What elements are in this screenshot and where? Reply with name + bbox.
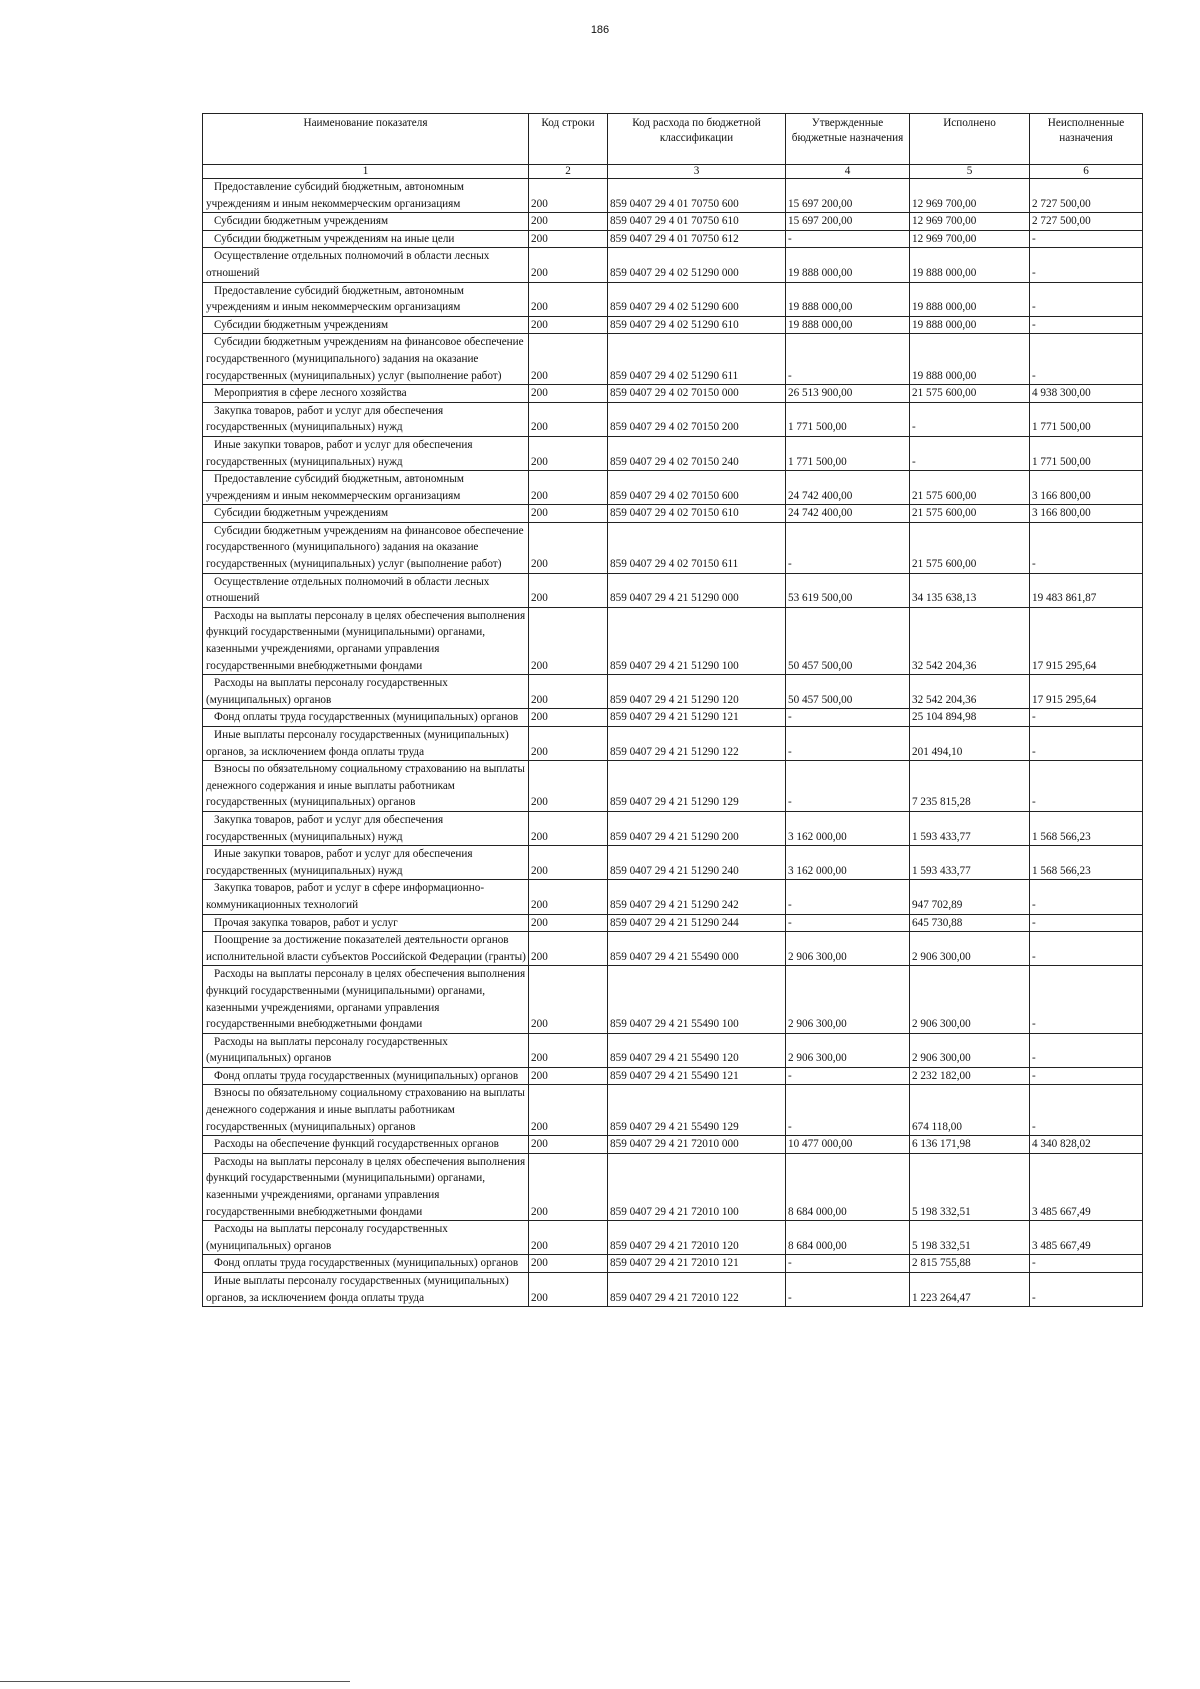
unexecuted-amount: 4 938 300,00 [1030, 385, 1143, 403]
unexecuted-amount: 17 915 295,64 [1030, 607, 1143, 674]
executed-amount: 19 888 000,00 [910, 282, 1030, 316]
budget-code: 859 0407 29 4 21 51290 240 [608, 846, 786, 880]
row-name-text: Прочая закупка товаров, работ и услуг [214, 916, 398, 929]
executed-amount: 21 575 600,00 [910, 471, 1030, 505]
row-code: 200 [529, 505, 608, 523]
unexecuted-amount: - [1030, 230, 1143, 248]
approved-amount: - [786, 522, 910, 573]
row-name [203, 316, 529, 334]
budget-execution-table [202, 113, 1143, 1307]
approved-amount: 3 162 000,00 [786, 811, 910, 845]
table-row [203, 675, 1143, 709]
approved-amount: 2 906 300,00 [786, 1033, 910, 1067]
executed-amount: 32 542 204,36 [910, 675, 1030, 709]
executed-amount: 2 906 300,00 [910, 1033, 1030, 1067]
approved-amount: - [786, 1273, 910, 1307]
budget-code: 859 0407 29 4 02 70150 610 [608, 505, 786, 523]
row-code: 200 [529, 316, 608, 334]
column-number: 3 [608, 165, 786, 179]
approved-amount: 19 888 000,00 [786, 282, 910, 316]
budget-code: 859 0407 29 4 21 51290 121 [608, 709, 786, 727]
table-row [203, 727, 1143, 761]
column-header-row-code: Код строки [529, 114, 608, 165]
table-row [203, 282, 1143, 316]
budget-code: 859 0407 29 4 21 51290 244 [608, 914, 786, 932]
row-name [203, 1255, 529, 1273]
unexecuted-amount: - [1030, 727, 1143, 761]
row-name-text: Взносы по обязательному социальному страхованию на выплаты денежного содержания и иные выплаты работникам государственных (муниципальных) органов [206, 1087, 525, 1133]
unexecuted-amount: 19 483 861,87 [1030, 573, 1143, 607]
approved-amount: - [786, 334, 910, 385]
row-code: 200 [529, 402, 608, 436]
approved-amount: - [786, 709, 910, 727]
row-name-text: Субсидии бюджетным учреждениям на финансовое обеспечение государственного (муниципального) задания на оказание государственных (муниципальных) услуг (выполнение работ) [206, 524, 524, 571]
approved-amount: - [786, 880, 910, 914]
executed-amount: 21 575 600,00 [910, 522, 1030, 573]
approved-amount: - [786, 914, 910, 932]
executed-amount: 19 888 000,00 [910, 334, 1030, 385]
executed-amount: 2 232 182,00 [910, 1067, 1030, 1085]
budget-code: 859 0407 29 4 21 55490 121 [608, 1067, 786, 1085]
unexecuted-amount: 2 727 500,00 [1030, 179, 1143, 213]
column-header-unexecuted: Неисполненные назначения [1030, 114, 1143, 165]
column-header-name: Наименование показателя [203, 114, 529, 165]
row-name [203, 1033, 529, 1067]
approved-amount: 10 477 000,00 [786, 1136, 910, 1154]
approved-amount: 8 684 000,00 [786, 1221, 910, 1255]
executed-amount: 34 135 638,13 [910, 573, 1030, 607]
row-code: 200 [529, 880, 608, 914]
budget-code: 859 0407 29 4 21 51290 242 [608, 880, 786, 914]
approved-amount: 19 888 000,00 [786, 316, 910, 334]
row-code: 200 [529, 709, 608, 727]
row-name [203, 1136, 529, 1154]
budget-code: 859 0407 29 4 21 51290 100 [608, 607, 786, 674]
table-row [203, 932, 1143, 966]
row-name-text: Закупка товаров, работ и услуг для обеспечения государственных (муниципальных) нужд [206, 404, 444, 434]
table-row [203, 316, 1143, 334]
budget-code: 859 0407 29 4 21 51290 122 [608, 727, 786, 761]
executed-amount: 1 593 433,77 [910, 811, 1030, 845]
column-number: 6 [1030, 165, 1143, 179]
executed-amount: 2 815 755,88 [910, 1255, 1030, 1273]
approved-amount: 24 742 400,00 [786, 505, 910, 523]
executed-amount: 674 118,00 [910, 1085, 1030, 1136]
approved-amount: - [786, 1085, 910, 1136]
unexecuted-amount: 4 340 828,02 [1030, 1136, 1143, 1154]
approved-amount: 2 906 300,00 [786, 932, 910, 966]
table-row [203, 811, 1143, 845]
table-row [203, 179, 1143, 213]
unexecuted-amount: - [1030, 1255, 1143, 1273]
row-name [203, 1273, 529, 1307]
row-name [203, 522, 529, 573]
executed-amount: 6 136 171,98 [910, 1136, 1030, 1154]
unexecuted-amount: - [1030, 880, 1143, 914]
table-header-row [203, 114, 1143, 165]
executed-amount: 21 575 600,00 [910, 385, 1030, 403]
unexecuted-amount: - [1030, 316, 1143, 334]
executed-amount: - [910, 402, 1030, 436]
row-name-text: Иные закупки товаров, работ и услуг для обеспечения государственных (муниципальных) нужд [206, 848, 473, 877]
budget-code: 859 0407 29 4 21 55490 129 [608, 1085, 786, 1136]
row-name-text: Поощрение за достижение показателей деятельности органов исполнительной власти субъектов Российской Федерации (гранты) [206, 934, 526, 963]
row-name-text: Закупка товаров, работ и услуг для обеспечения государственных (муниципальных) нужд [206, 813, 444, 843]
row-code: 200 [529, 607, 608, 674]
row-name [203, 1067, 529, 1085]
table-row [203, 522, 1143, 573]
executed-amount: 2 906 300,00 [910, 932, 1030, 966]
row-name-text: Осуществление отдельных полномочий в области лесных отношений [206, 575, 490, 605]
unexecuted-amount: - [1030, 761, 1143, 812]
unexecuted-amount: 3 166 800,00 [1030, 505, 1143, 523]
table-row [203, 334, 1143, 385]
row-name [203, 402, 529, 436]
unexecuted-amount: 2 727 500,00 [1030, 213, 1143, 231]
row-name [203, 880, 529, 914]
budget-code: 859 0407 29 4 21 55490 000 [608, 932, 786, 966]
unexecuted-amount: 17 915 295,64 [1030, 675, 1143, 709]
executed-amount: 12 969 700,00 [910, 213, 1030, 231]
row-name-text: Фонд оплаты труда государственных (муниципальных) органов [214, 1257, 519, 1270]
approved-amount: - [786, 230, 910, 248]
row-name-text: Расходы на обеспечение функций государственных органов [214, 1138, 499, 1151]
budget-code: 859 0407 29 4 01 70750 612 [608, 230, 786, 248]
column-number-row [203, 165, 1143, 179]
row-name-text: Фонд оплаты труда государственных (муниципальных) органов [214, 711, 519, 724]
table-row [203, 1085, 1143, 1136]
executed-amount: 1 223 264,47 [910, 1273, 1030, 1307]
executed-amount: 2 906 300,00 [910, 966, 1030, 1033]
unexecuted-amount: - [1030, 932, 1143, 966]
row-name-text: Расходы на выплаты персоналу в целях обеспечения выполнения функций государственными (муниципальными) органами, казенными учреждениями, органами управления государственными внебюджетными фондами [206, 1155, 526, 1218]
row-name [203, 1221, 529, 1255]
column-number: 1 [203, 165, 529, 179]
executed-amount: 645 730,88 [910, 914, 1030, 932]
approved-amount: 53 619 500,00 [786, 573, 910, 607]
table-row [203, 880, 1143, 914]
table-row [203, 402, 1143, 436]
row-code: 200 [529, 914, 608, 932]
row-name [203, 846, 529, 880]
row-code: 200 [529, 727, 608, 761]
budget-code: 859 0407 29 4 21 72010 100 [608, 1153, 786, 1220]
budget-code: 859 0407 29 4 21 51290 129 [608, 761, 786, 812]
unexecuted-amount: - [1030, 709, 1143, 727]
row-name-text: Субсидии бюджетным учреждениям на иные цели [214, 232, 455, 245]
approved-amount: 50 457 500,00 [786, 607, 910, 674]
row-name-text: Расходы на выплаты персоналу в целях обеспечения выполнения функций государственными (муниципальными) органами, казенными учреждениями, органами управления государственными внебюджетными фондами [206, 968, 526, 1031]
approved-amount: - [786, 727, 910, 761]
executed-amount: 19 888 000,00 [910, 316, 1030, 334]
executed-amount: 21 575 600,00 [910, 505, 1030, 523]
column-header-executed: Исполнено [910, 114, 1030, 165]
table-body [203, 179, 1143, 1307]
budget-code: 859 0407 29 4 21 51290 120 [608, 675, 786, 709]
column-number: 5 [910, 165, 1030, 179]
row-name-text: Закупка товаров, работ и услуг в сфере информационно-коммуникационных технологий [206, 882, 485, 911]
approved-amount: 1 771 500,00 [786, 402, 910, 436]
row-name-text: Субсидии бюджетным учреждениям на финансовое обеспечение государственного (муниципального) задания на оказание государственных (муниципальных) услуг (выполнение работ) [206, 336, 524, 382]
row-code: 200 [529, 385, 608, 403]
budget-code: 859 0407 29 4 02 51290 000 [608, 248, 786, 282]
budget-code: 859 0407 29 4 21 72010 000 [608, 1136, 786, 1154]
budget-code: 859 0407 29 4 02 70150 200 [608, 402, 786, 436]
budget-code: 859 0407 29 4 21 55490 120 [608, 1033, 786, 1067]
approved-amount: - [786, 1255, 910, 1273]
executed-amount: 32 542 204,36 [910, 607, 1030, 674]
column-header-budget-code: Код расхода по бюджетной классификации [608, 114, 786, 165]
executed-amount: - [910, 436, 1030, 470]
row-name-text: Субсидии бюджетным учреждениям [214, 215, 389, 228]
row-name [203, 436, 529, 470]
unexecuted-amount: - [1030, 248, 1143, 282]
row-name-text: Расходы на выплаты персоналу государственных (муниципальных) органов [206, 1223, 448, 1252]
row-name-text: Субсидии бюджетным учреждениям [214, 318, 389, 331]
column-number: 4 [786, 165, 910, 179]
row-code: 200 [529, 213, 608, 231]
table-row [203, 1136, 1143, 1154]
row-name-text: Взносы по обязательному социальному страхованию на выплаты денежного содержания и иные выплаты работникам государственных (муниципальных) органов [206, 763, 525, 809]
row-code: 200 [529, 811, 608, 845]
row-code: 200 [529, 1136, 608, 1154]
table-row [203, 436, 1143, 470]
approved-amount: 24 742 400,00 [786, 471, 910, 505]
row-code: 200 [529, 1153, 608, 1220]
row-name [203, 709, 529, 727]
budget-code: 859 0407 29 4 01 70750 610 [608, 213, 786, 231]
footnote-rule [0, 1681, 350, 1682]
unexecuted-amount: 1 771 500,00 [1030, 402, 1143, 436]
page-number: 186 [590, 24, 610, 36]
approved-amount: 1 771 500,00 [786, 436, 910, 470]
row-name-text: Расходы на выплаты персоналу в целях обеспечения выполнения функций государственными (муниципальными) органами, казенными учреждениями, органами управления государственными внебюджетными фондами [206, 609, 526, 672]
column-header-approved: Утвержденные бюджетные назначения [786, 114, 910, 165]
row-code: 200 [529, 248, 608, 282]
row-code: 200 [529, 1221, 608, 1255]
row-name-text: Осуществление отдельных полномочий в области лесных отношений [206, 250, 490, 279]
approved-amount: 15 697 200,00 [786, 213, 910, 231]
row-name [203, 966, 529, 1033]
executed-amount: 19 888 000,00 [910, 248, 1030, 282]
row-name [203, 179, 529, 213]
row-name [203, 932, 529, 966]
unexecuted-amount: - [1030, 522, 1143, 573]
unexecuted-amount: - [1030, 1067, 1143, 1085]
executed-amount: 5 198 332,51 [910, 1221, 1030, 1255]
row-code: 200 [529, 846, 608, 880]
row-name [203, 230, 529, 248]
row-code: 200 [529, 932, 608, 966]
row-name [203, 282, 529, 316]
budget-code: 859 0407 29 4 01 70750 600 [608, 179, 786, 213]
row-code: 200 [529, 1255, 608, 1273]
row-name [203, 675, 529, 709]
row-name [203, 1085, 529, 1136]
table-row [203, 573, 1143, 607]
row-code: 200 [529, 1085, 608, 1136]
executed-amount: 201 494,10 [910, 727, 1030, 761]
row-name-text: Субсидии бюджетным учреждениям [214, 507, 389, 520]
unexecuted-amount: 3 485 667,49 [1030, 1153, 1143, 1220]
approved-amount: 8 684 000,00 [786, 1153, 910, 1220]
table-row [203, 1221, 1143, 1255]
executed-amount: 1 593 433,77 [910, 846, 1030, 880]
row-name-text: Расходы на выплаты персоналу государственных (муниципальных) органов [206, 1035, 448, 1065]
row-name [203, 385, 529, 403]
row-name [203, 573, 529, 607]
row-name-text: Мероприятия в сфере лесного хозяйства [214, 387, 407, 400]
table-row [203, 213, 1143, 231]
row-name [203, 471, 529, 505]
table-row [203, 1273, 1143, 1307]
column-number: 2 [529, 165, 608, 179]
row-name-text: Фонд оплаты труда государственных (муниципальных) органов [214, 1069, 519, 1082]
row-name-text: Предоставление субсидий бюджетным, автономным учреждениям и иным некоммерческим организациям [206, 473, 464, 502]
table-row [203, 505, 1143, 523]
row-name [203, 727, 529, 761]
table-row [203, 1153, 1143, 1220]
approved-amount: - [786, 1067, 910, 1085]
table-row [203, 1033, 1143, 1067]
unexecuted-amount: - [1030, 966, 1143, 1033]
unexecuted-amount: 3 166 800,00 [1030, 471, 1143, 505]
unexecuted-amount: 3 485 667,49 [1030, 1221, 1143, 1255]
table-row [203, 709, 1143, 727]
row-name [203, 248, 529, 282]
budget-code: 859 0407 29 4 02 70150 000 [608, 385, 786, 403]
approved-amount: - [786, 761, 910, 812]
budget-code: 859 0407 29 4 21 51290 000 [608, 573, 786, 607]
row-name-text: Предоставление субсидий бюджетным, автономным учреждениям и иным некоммерческим организациям [206, 181, 464, 210]
budget-code: 859 0407 29 4 02 70150 600 [608, 471, 786, 505]
budget-code: 859 0407 29 4 21 55490 100 [608, 966, 786, 1033]
row-name-text: Расходы на выплаты персоналу государственных (муниципальных) органов [206, 677, 448, 706]
table-row [203, 914, 1143, 932]
executed-amount: 12 969 700,00 [910, 230, 1030, 248]
approved-amount: 15 697 200,00 [786, 179, 910, 213]
row-name [203, 811, 529, 845]
row-name [203, 334, 529, 385]
table-row [203, 1255, 1143, 1273]
row-name-text: Иные выплаты персоналу государственных (муниципальных) органов, за исключением фонда оплаты труда [206, 729, 509, 758]
table-row [203, 846, 1143, 880]
approved-amount: 19 888 000,00 [786, 248, 910, 282]
executed-amount: 12 969 700,00 [910, 179, 1030, 213]
row-code: 200 [529, 179, 608, 213]
unexecuted-amount: - [1030, 1273, 1143, 1307]
row-name [203, 761, 529, 812]
table-row [203, 385, 1143, 403]
approved-amount: 3 162 000,00 [786, 846, 910, 880]
budget-code: 859 0407 29 4 21 51290 200 [608, 811, 786, 845]
unexecuted-amount: - [1030, 914, 1143, 932]
unexecuted-amount: - [1030, 1085, 1143, 1136]
row-code: 200 [529, 230, 608, 248]
table-row [203, 966, 1143, 1033]
unexecuted-amount: 1 568 566,23 [1030, 811, 1143, 845]
row-name-text: Иные закупки товаров, работ и услуг для обеспечения государственных (муниципальных) нужд [206, 438, 473, 468]
table-row [203, 607, 1143, 674]
unexecuted-amount: - [1030, 282, 1143, 316]
budget-code: 859 0407 29 4 02 70150 611 [608, 522, 786, 573]
budget-code: 859 0407 29 4 02 51290 610 [608, 316, 786, 334]
row-name-text: Предоставление субсидий бюджетным, автономным учреждениям и иным некоммерческим организациям [206, 284, 464, 314]
executed-amount: 7 235 815,28 [910, 761, 1030, 812]
unexecuted-amount: - [1030, 1033, 1143, 1067]
row-name [203, 914, 529, 932]
row-name [203, 505, 529, 523]
executed-amount: 947 702,89 [910, 880, 1030, 914]
row-name [203, 1153, 529, 1220]
budget-code: 859 0407 29 4 21 72010 120 [608, 1221, 786, 1255]
table-row [203, 1067, 1143, 1085]
unexecuted-amount: 1 771 500,00 [1030, 436, 1143, 470]
row-name-text: Иные выплаты персоналу государственных (муниципальных) органов, за исключением фонда оплаты труда [206, 1275, 509, 1304]
executed-amount: 5 198 332,51 [910, 1153, 1030, 1220]
approved-amount: 50 457 500,00 [786, 675, 910, 709]
approved-amount: 26 513 900,00 [786, 385, 910, 403]
row-code: 200 [529, 761, 608, 812]
row-name [203, 607, 529, 674]
row-code: 200 [529, 436, 608, 470]
row-code: 200 [529, 1067, 608, 1085]
budget-code: 859 0407 29 4 02 51290 611 [608, 334, 786, 385]
table-row [203, 761, 1143, 812]
row-code: 200 [529, 573, 608, 607]
row-code: 200 [529, 966, 608, 1033]
unexecuted-amount: 1 568 566,23 [1030, 846, 1143, 880]
approved-amount: 2 906 300,00 [786, 966, 910, 1033]
row-code: 200 [529, 1273, 608, 1307]
budget-code: 859 0407 29 4 02 70150 240 [608, 436, 786, 470]
row-code: 200 [529, 334, 608, 385]
row-code: 200 [529, 675, 608, 709]
row-code: 200 [529, 522, 608, 573]
row-code: 200 [529, 282, 608, 316]
row-code: 200 [529, 1033, 608, 1067]
row-code: 200 [529, 471, 608, 505]
table-row [203, 230, 1143, 248]
budget-code: 859 0407 29 4 21 72010 121 [608, 1255, 786, 1273]
executed-amount: 25 104 894,98 [910, 709, 1030, 727]
budget-code: 859 0407 29 4 02 51290 600 [608, 282, 786, 316]
unexecuted-amount: - [1030, 334, 1143, 385]
table-row [203, 471, 1143, 505]
table-row [203, 248, 1143, 282]
row-name [203, 213, 529, 231]
budget-code: 859 0407 29 4 21 72010 122 [608, 1273, 786, 1307]
